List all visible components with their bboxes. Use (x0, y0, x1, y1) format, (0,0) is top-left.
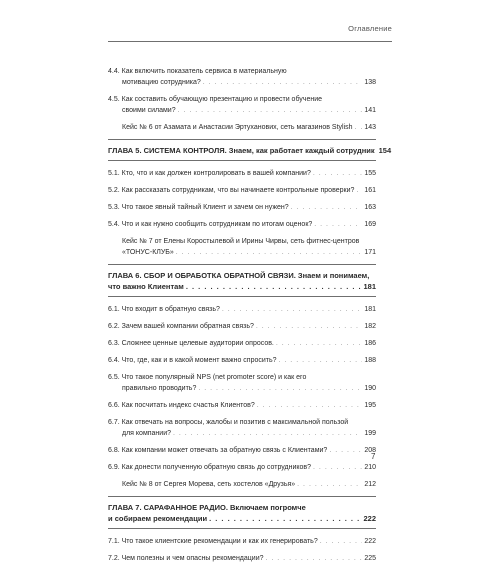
dot-leader (198, 383, 362, 394)
toc-entry-4-5[interactable]: 4.5. Как составить обучающую презентацию и провести обучение своими силами? . . . 141 (108, 94, 376, 116)
page-ref: 169 (364, 221, 376, 228)
toc-entry-case-8[interactable]: Кейс № 8 от Сергея Морева, сеть хостелов «Друзья» . . . 212 (108, 479, 376, 490)
table-of-contents (108, 66, 392, 570)
page-ref: 212 (364, 481, 376, 488)
dot-leader (176, 247, 363, 258)
running-header-title: Оглавление (348, 24, 392, 33)
page-ref: 161 (364, 187, 376, 194)
page-ref: 210 (364, 464, 376, 471)
page-ref: 138 (364, 79, 376, 86)
page-ref: 225 (364, 555, 376, 562)
page-ref: 199 (364, 430, 376, 437)
toc-entry-6-3a[interactable]: 6.3. Сложнее ценные целевые аудитории опросов. . . . 186 (108, 338, 376, 349)
page-ref: 141 (364, 107, 376, 114)
page-ref: 190 (364, 385, 376, 392)
dot-leader (320, 536, 363, 547)
page-ref: 143 (364, 124, 376, 131)
dot-leader (279, 355, 363, 366)
page-ref: 186 (364, 340, 376, 347)
dot-leader (276, 338, 362, 349)
dot-leader (266, 553, 363, 564)
toc-entry-4-4[interactable]: 4.4. Как включить показатель сервиса в материальную мотивацию сотрудника? . . . 138 (108, 66, 376, 88)
page-number: 7 (371, 452, 376, 461)
toc-entry-6-4[interactable]: 6.4. Что, где, как и в какой момент важно спросить? . . . 188 (108, 355, 376, 366)
toc-entry-6-9[interactable]: 6.9. Как донести полученную обратную связь до сотрудников? . . . 210 (108, 462, 376, 473)
toc-entry-6-2[interactable]: 6.2. Зачем вашей компании обратная связь? . . . 182 (108, 321, 376, 332)
page-ref: 188 (364, 357, 376, 364)
toc-entry-case-7[interactable]: Кейс № 7 от Елены Коростылевой и Ирины Чирвы, сеть фитнес-центров «ТОНУС-КЛУБ» . . . 171 (108, 236, 376, 258)
page-ref: 154 (378, 146, 392, 155)
toc-entry-6-8[interactable]: 6.8. Как компании может отвечать за обратную связь с Клиентами? . . . 208 (108, 445, 376, 456)
dot-leader (313, 462, 362, 473)
dot-leader (356, 185, 362, 196)
dot-leader (186, 281, 362, 292)
dot-leader (291, 202, 363, 213)
toc-entry-6-6[interactable]: 6.6. Как посчитать индекс счастья Клиентов? . . . 195 (108, 400, 376, 411)
dot-leader (256, 321, 362, 332)
page-ref: 171 (364, 249, 376, 256)
page-ref: 163 (364, 204, 376, 211)
toc-chapter-7[interactable]: ГЛАВА 7. САРАФАННОЕ РАДИО. Включаем погромче и собираем рекомендации . . . 222 (108, 496, 376, 529)
page-ref: 195 (364, 402, 376, 409)
toc-entry-5-2[interactable]: 5.2. Как рассказать сотрудникам, что вы начинаете контрольные проверки? . . . 161 (108, 185, 376, 196)
toc-entry-6-7[interactable]: 6.7. Как отвечать на вопросы, жалобы и позитив с максимальной пользой для компании? . . . 199 (108, 417, 376, 439)
toc-chapter-5[interactable]: ГЛАВА 5. СИСТЕМА КОНТРОЛЯ. Знаем, как работает каждый сотрудник 154 (108, 139, 376, 161)
page-ref: 222 (363, 514, 376, 523)
toc-entry-5-4[interactable]: 5.4. Что и как нужно сообщить сотрудникам по итогам оценок? . . . 169 (108, 219, 376, 230)
dot-leader (313, 168, 362, 179)
page-ref: 181 (363, 282, 376, 291)
dot-leader (297, 479, 362, 490)
dot-leader (178, 105, 363, 116)
toc-entry-6-1[interactable]: 6.1. Что входит в обратную связь? . . . 181 (108, 304, 376, 315)
page-ref: 182 (364, 323, 376, 330)
toc-entry-5-3[interactable]: 5.3. Что такое явный тайный Клиент и зачем он нужен? . . . 163 (108, 202, 376, 213)
toc-entry-case-6[interactable]: Кейс № 6 от Азамата и Анастасии Эртуханових, сеть магазинов Stylish . . . 143 (108, 122, 376, 133)
toc-entry-6-5[interactable]: 6.5. Что такое популярный NPS (net promoter score) и как его правильно проводить? . . . 190 (108, 372, 376, 394)
dot-leader (355, 122, 363, 133)
dot-leader (209, 513, 361, 524)
page-ref: 181 (364, 306, 376, 313)
page-ref: 155 (364, 170, 376, 177)
toc-entry-7-1[interactable]: 7.1. Что такое клиентские рекомендации и как их генерировать? . . . 222 (108, 536, 376, 547)
page-ref: 222 (364, 538, 376, 545)
toc-entry-5-1[interactable]: 5.1. Кто, что и как должен контролировать в вашей компании? . . . 155 (108, 168, 376, 179)
toc-chapter-6[interactable]: ГЛАВА 6. СБОР И ОБРАБОТКА ОБРАТНОЙ СВЯЗИ. Знаем и понимаем, что важно Клиентам . . . 181 (108, 264, 376, 297)
dot-leader (314, 219, 362, 230)
dot-leader (257, 400, 363, 411)
toc-entry-7-2[interactable]: 7.2. Чем полезны и чем опасны рекомендации? . . . 225 (108, 553, 376, 564)
dot-leader (173, 428, 362, 439)
running-header (108, 24, 392, 42)
page-ref: 208 (364, 447, 376, 454)
dot-leader (222, 304, 362, 315)
dot-leader (203, 77, 363, 88)
dot-leader (329, 445, 362, 456)
